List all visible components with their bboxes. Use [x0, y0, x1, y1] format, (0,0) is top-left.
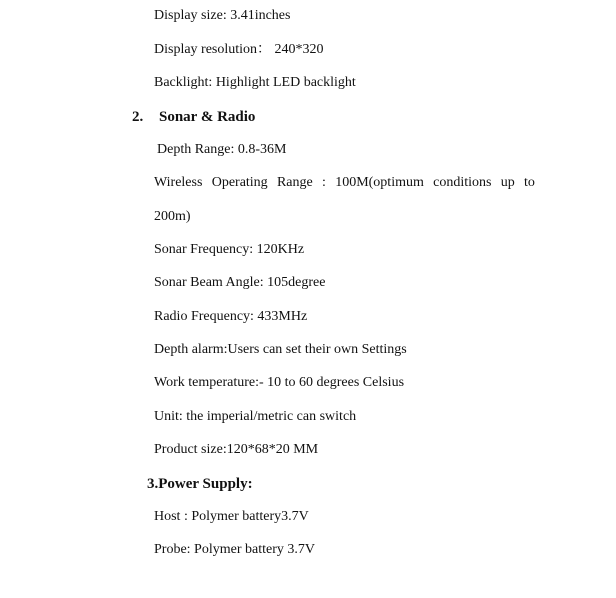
- section-3-title: 3.Power Supply:: [147, 476, 253, 492]
- display-resolution: Display resolution： 240*320: [154, 42, 324, 57]
- wireless-range-continued: 200m): [154, 209, 191, 224]
- wireless-word-4: :: [322, 175, 326, 190]
- wireless-word-1: Wireless: [154, 175, 203, 190]
- product-size: Product size:120*68*20 MM: [154, 442, 319, 457]
- wireless-word-8: to: [524, 175, 535, 190]
- section-2-title: Sonar & Radio: [159, 109, 256, 125]
- wireless-word-2: Operating: [211, 175, 268, 190]
- display-size: Display size: 3.41inches: [154, 8, 291, 23]
- section-2-number: 2.: [132, 109, 144, 125]
- probe-battery: Probe: Polymer battery 3.7V: [154, 542, 315, 557]
- host-battery: Host : Polymer battery3.7V: [154, 509, 309, 524]
- work-temperature: Work temperature:- 10 to 60 degrees Celsius: [154, 375, 405, 390]
- wireless-word-3: Range: [276, 175, 313, 190]
- wireless-operating-range: [154, 174, 535, 192]
- depth-alarm: Depth alarm:Users can set their own Settings: [154, 342, 407, 357]
- backlight: Backlight: Highlight LED backlight: [154, 75, 356, 90]
- depth-range: Depth Range: 0.8-36M: [157, 142, 287, 157]
- sonar-beam-angle: Sonar Beam Angle: 105degree: [154, 275, 326, 290]
- wireless-word-5: 100M(optimum: [335, 175, 424, 190]
- sonar-frequency: Sonar Frequency: 120KHz: [154, 242, 305, 257]
- radio-frequency: Radio Frequency: 433MHz: [154, 309, 308, 324]
- wireless-word-6: conditions: [433, 175, 492, 190]
- wireless-word-7: up: [500, 175, 515, 190]
- unit-switch: Unit: the imperial/metric can switch: [154, 409, 357, 424]
